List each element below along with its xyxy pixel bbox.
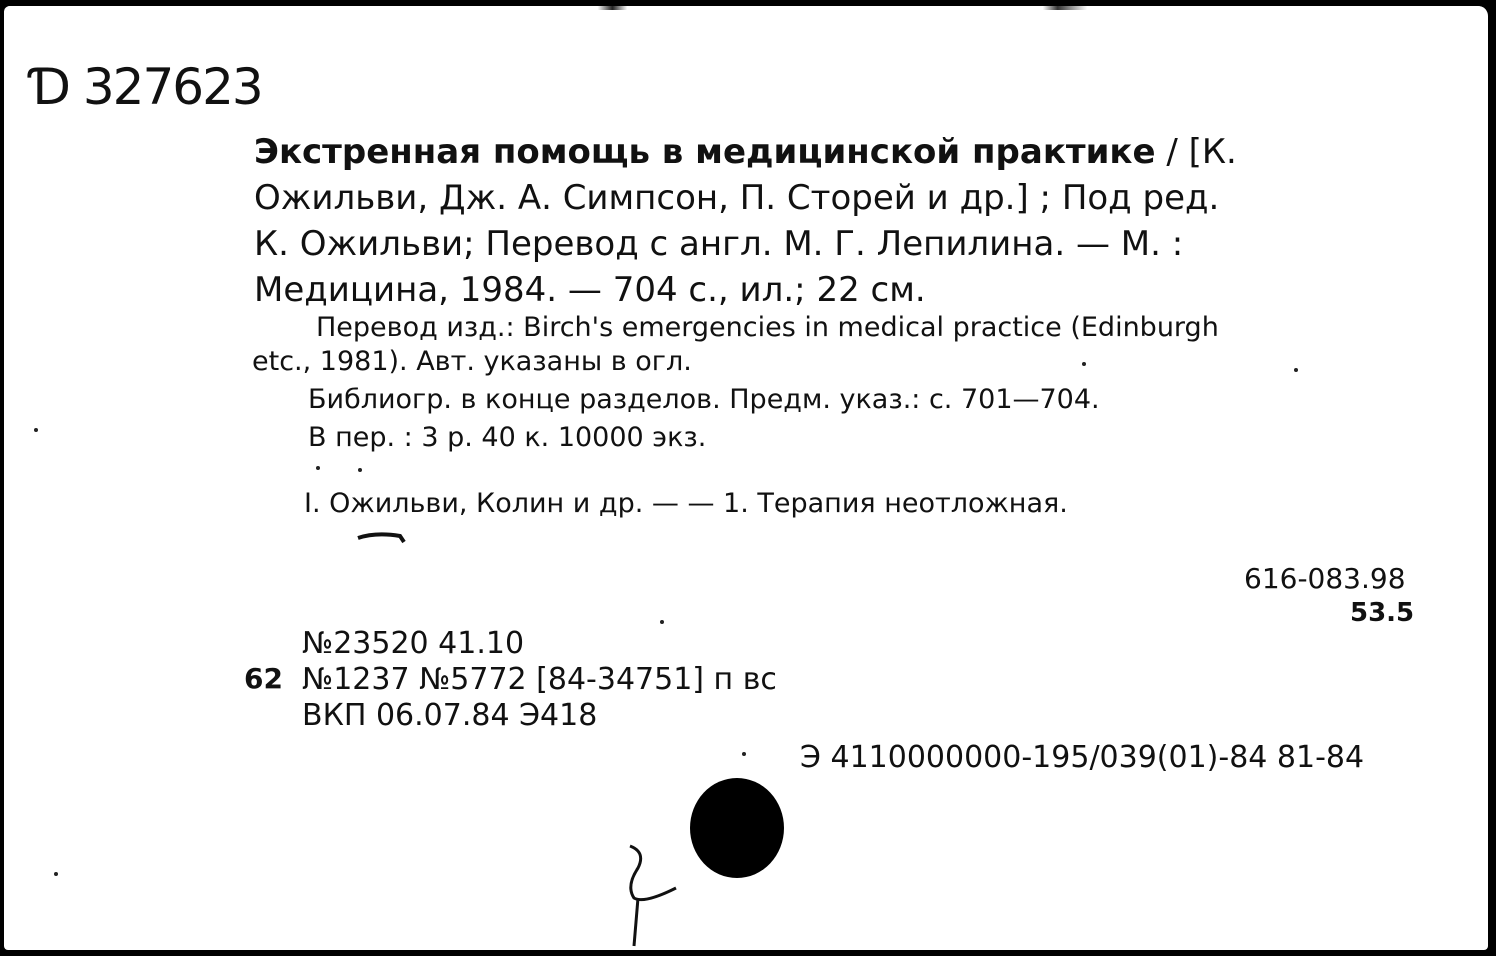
stray-dot [316, 466, 320, 470]
price-note: В пер. : 3 р. 40 к. 10000 экз. [308, 422, 707, 453]
bbk-code: 53.5 [1350, 598, 1415, 628]
stray-dot [660, 620, 664, 624]
catalog-card [4, 6, 1488, 950]
pen-underline-mark [356, 530, 406, 544]
card-top-edge [4, 6, 1488, 10]
stray-dot [742, 752, 746, 756]
stray-dot [358, 468, 362, 472]
title-line-2: Ожильви, Дж. А. Симпсон, П. Сторей и др.] ; Под ред. [254, 178, 1220, 218]
title-line-1 [254, 132, 1237, 172]
udc-code: 616-083.98 [1244, 562, 1406, 595]
translation-note-1: Перевод изд.: Birch's emergencies in medical practice (Edinburgh [316, 312, 1219, 343]
stray-dot [1082, 362, 1086, 366]
stray-dot [1294, 368, 1298, 372]
index-code: Э 4110000000-195/039(01)-84 81-84 [800, 740, 1365, 775]
title-line-3: К. Ожильви; Перевод с англ. М. Г. Лепилина. — М. : [254, 224, 1184, 264]
catalog-code-line-2: №1237 №5772 [84-34751] п вс [302, 662, 777, 697]
call-number: Ɗ 327623 [30, 58, 262, 116]
punch-hole [690, 778, 784, 878]
catalog-code-line-3: ВКП 06.07.84 Э418 [302, 698, 598, 733]
catalog-code-prefix: 62 [244, 662, 283, 695]
tracings: I. Ожильви, Колин и др. — — 1. Терапия неотложная. [304, 488, 1068, 519]
stray-dot [34, 428, 38, 432]
translation-note-2: etc., 1981). Авт. указаны в огл. [252, 346, 692, 377]
title-line-1-rest: / [К. [1155, 132, 1237, 172]
stray-dot [54, 872, 58, 876]
handwritten-mark [616, 842, 696, 950]
title-bold: Экстренная помощь в медицинской практике [254, 132, 1156, 172]
catalog-code-line-1: №23520 41.10 [302, 626, 525, 661]
bibliography-note: Библиогр. в конце разделов. Предм. указ.: с. 701—704. [308, 384, 1100, 415]
title-line-4: Медицина, 1984. — 704 с., ил.; 22 см. [254, 270, 926, 310]
